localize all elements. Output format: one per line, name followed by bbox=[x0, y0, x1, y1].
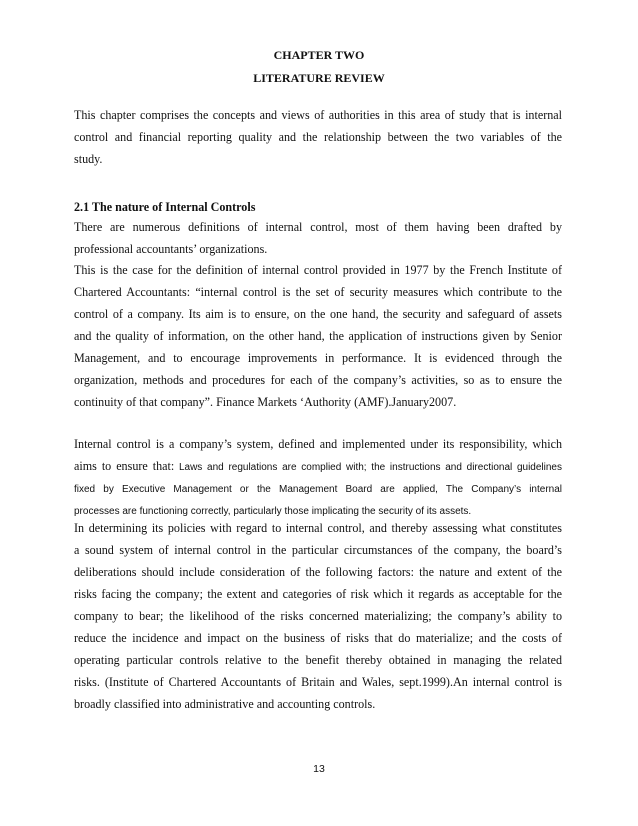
text-line: There are numerous definitions of internal control, most of them having been drafted by bbox=[74, 220, 562, 234]
text-line: study. bbox=[74, 152, 103, 166]
section-heading: 2.1 The nature of Internal Controls bbox=[74, 200, 256, 214]
text-line: risks facing the company; the extent and categories of risk which it regards as acceptable for the bbox=[74, 587, 562, 601]
text-line: reduce the incidence and impact on the business of risks that do materialize; and the costs of bbox=[74, 631, 562, 645]
chapter-heading: CHAPTER TWO bbox=[273, 48, 365, 62]
intro-paragraph bbox=[74, 104, 562, 170]
text-line: This is the case for the definition of internal control provided in 1977 by the French Institute of bbox=[74, 263, 562, 277]
text-fragment: Laws and regulations are complied with; the instructions and directional guidelines bbox=[174, 462, 562, 473]
text-fragment: aims to ensure that: bbox=[74, 459, 175, 473]
text-line: processes are functioning correctly, particularly those implicating the security of its assets. bbox=[74, 506, 472, 517]
text-line: broadly classified into administrative and accounting controls. bbox=[74, 697, 376, 711]
text-line: a sound system of internal control in the particular circumstances of the company, the board’s bbox=[74, 543, 562, 557]
text-line: Chartered Accountants: “internal control is the set of security measures which contribute to the bbox=[74, 285, 562, 299]
text-line bbox=[74, 455, 562, 479]
text-line: risks. (Institute of Chartered Accountants of Britain and Wales, sept.1999).An internal control is bbox=[74, 675, 562, 689]
paragraph-definitions bbox=[74, 216, 562, 260]
text-line: deliberations should include consideration of the following factors: the nature and extent of the bbox=[74, 565, 562, 579]
text-line: operating particular controls relative to the benefit thereby obtained in managing the related bbox=[74, 653, 562, 667]
text-line: control and financial reporting quality and the relationship between the two variables of the bbox=[74, 130, 562, 144]
paragraph-company-system bbox=[74, 433, 562, 523]
text-line: control of a company. Its aim is to ensure, on the one hand, the security and safeguard of assets bbox=[74, 307, 562, 321]
text-line: In determining its policies with regard to internal control, and thereby assessing what constitutes bbox=[74, 521, 562, 535]
paragraph-french-institute bbox=[74, 259, 562, 413]
text-line: organization, methods and procedures for each of the company’s activities, so as to ensure the bbox=[74, 373, 562, 387]
text-line: Internal control is a company’s system, defined and implemented under its responsibility, which bbox=[74, 437, 562, 451]
text-line: continuity of that company”. Finance Markets ‘Authority (AMF).January2007. bbox=[74, 395, 457, 409]
text-line: This chapter comprises the concepts and views of authorities in this area of study that is internal bbox=[74, 108, 562, 122]
text-line: and the quality of information, on the other hand, the application of instructions given by Senior bbox=[74, 329, 562, 343]
text-line: fixed by Executive Management or the Management Board are applied, The Company’s internal bbox=[74, 484, 562, 495]
chapter-title: LITERATURE REVIEW bbox=[253, 71, 385, 85]
page-number: 13 bbox=[313, 763, 325, 775]
paragraph-board-policies bbox=[74, 517, 562, 715]
text-line: company to bear; the likelihood of the risks concerned materializing; the company’s ability to bbox=[74, 609, 562, 623]
text-line: professional accountants’ organizations. bbox=[74, 242, 268, 256]
text-line: Management, and to encourage improvements in performance. It is evidenced through the bbox=[74, 351, 562, 365]
